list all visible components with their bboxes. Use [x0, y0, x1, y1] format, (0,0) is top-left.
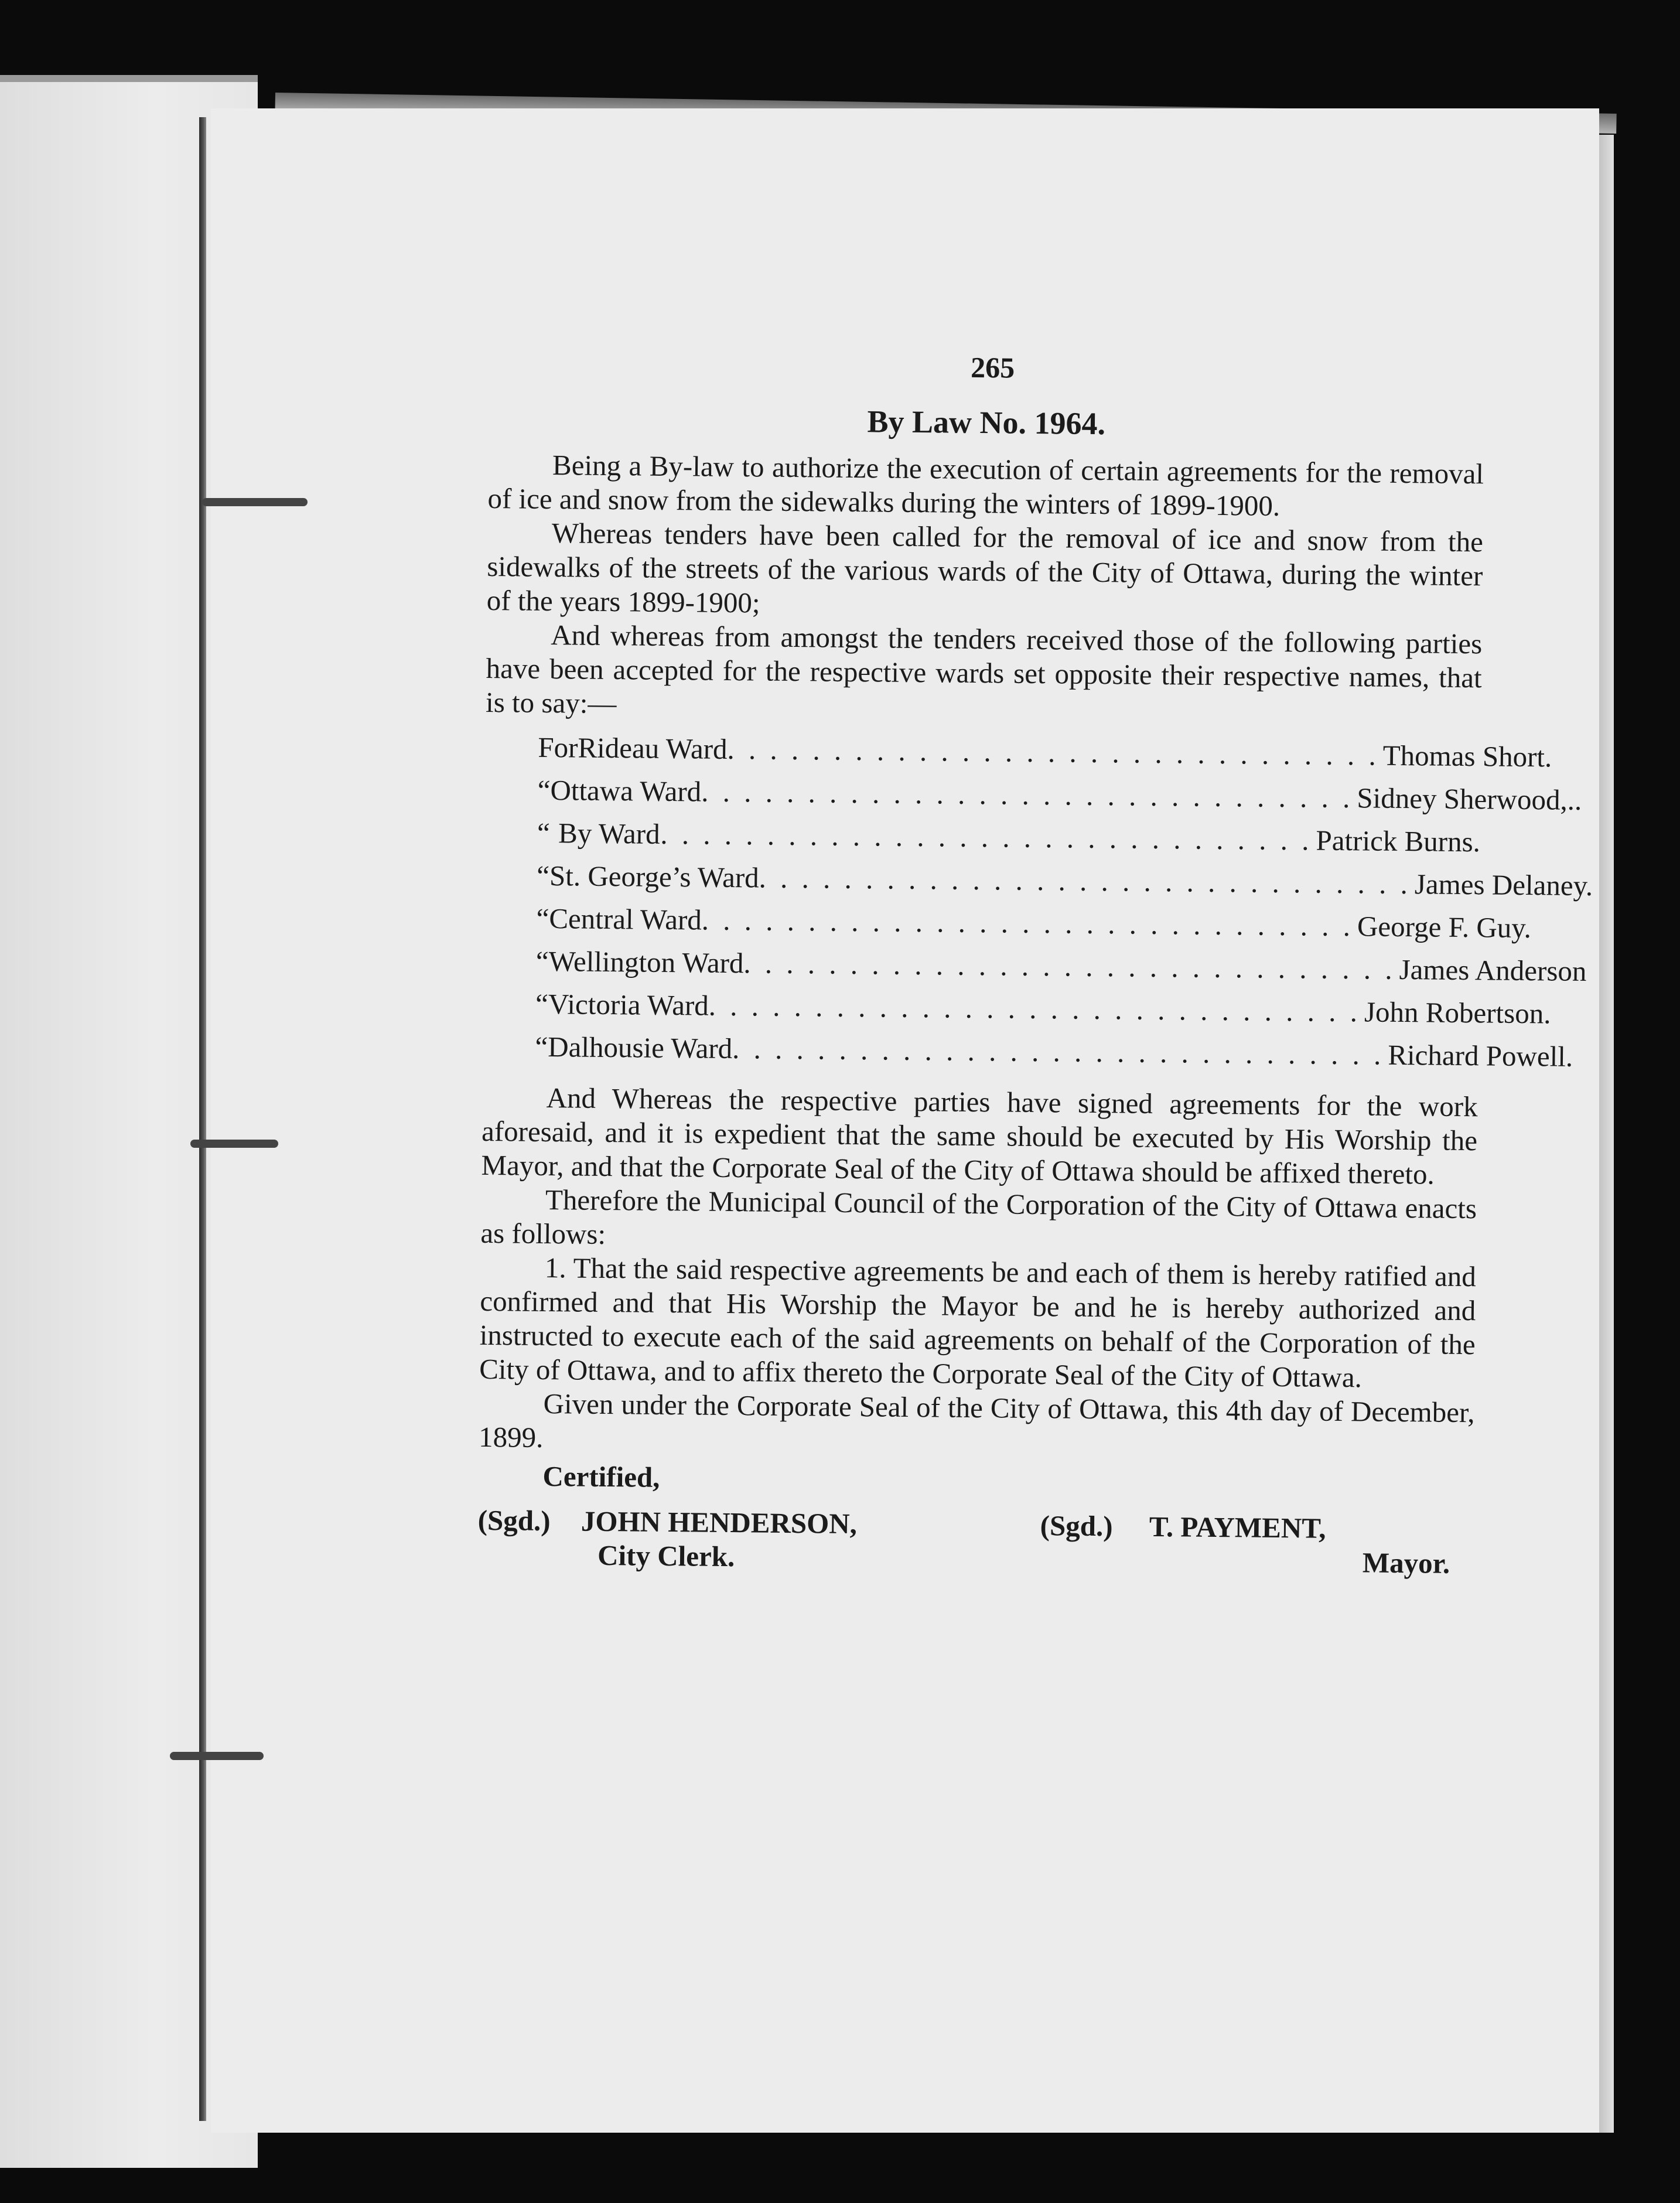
- binding-stitch: [190, 1140, 278, 1148]
- given-paragraph: Given under the Corporate Seal of the City of Ottawa, this 4th day of December, 1899.: [478, 1387, 1475, 1454]
- ward-name: Rideau Ward: [578, 731, 728, 765]
- ward-prefix: For: [538, 731, 578, 764]
- enactment-paragraph: Therefore the Municipal Council of the Corporation of the City of Ottawa enacts as follows:: [480, 1183, 1477, 1250]
- bylaw-title: By Law No. 1964.: [867, 404, 1106, 442]
- ward-contractor: John Robertson.: [1364, 995, 1551, 1030]
- book-binding: [199, 117, 206, 2121]
- ward-contractor: Richard Powell.: [1388, 1038, 1573, 1073]
- dot-leader: . . . . . . . . . . . . . . . . . . . . . . . . . . . . . . .: [701, 775, 1354, 814]
- ward-contractor: Patrick Burns.: [1316, 824, 1481, 858]
- page-content: [477, 346, 1593, 1601]
- signed-marker: (Sgd.): [1040, 1509, 1113, 1543]
- dot-leader: . . . . . . . . . . . . . . . . . . . . . . . . . . . . . . .: [727, 732, 1380, 772]
- ward-row: [482, 1029, 1573, 1082]
- dot-leader: . . . . . . . . . . . . . . . . . . . . . . . . . . . . . . .: [660, 817, 1313, 857]
- dot-leader: . . . . . . . . . . . . . . . . . . . . . . . . . . . . . . .: [743, 947, 1396, 985]
- binding-stitch: [202, 498, 308, 506]
- clause-1-paragraph: 1. That the said respective agreements be and each of them is hereby ratified and confirmed and that His Worship the Mayor be and he is hereby authorized and instructed to execute each of the said agreements on behalf of the Corporation of the City of Ottawa, and to affix thereto the Corporate Seal of the City of Ottawa.: [479, 1251, 1477, 1394]
- ward-prefix: “: [535, 944, 549, 978]
- ward-name: Wellington Ward: [548, 945, 744, 980]
- whereas-paragraph-2: And whereas from amongst the tenders received those of the following parties have been accepted for the respective wards set opposite their respective names, that is to say:—: [485, 619, 1483, 720]
- ward-contractor: James Delaney.: [1414, 868, 1593, 902]
- dot-leader: . . . . . . . . . . . . . . . . . . . . . . . . . . . . . . .: [708, 989, 1361, 1028]
- ward-prefix: “: [537, 773, 551, 807]
- page-number: 265: [970, 350, 1015, 384]
- ward-prefix: “: [536, 902, 549, 935]
- clerk-signature: [477, 1503, 857, 1575]
- preamble-paragraph: Being a By-law to authorize the execution of certain agreements for the removal of ice and snow from the sidewalks during the winters of 1899-1900.: [487, 449, 1484, 522]
- signature-block: [477, 1503, 1474, 1601]
- ward-contractor: James Anderson: [1399, 953, 1587, 988]
- dot-leader: . . . . . . . . . . . . . . . . . . . . . . . . . . . . . . .: [759, 861, 1412, 901]
- ward-name: Victoria Ward: [548, 988, 709, 1022]
- ward-prefix: “: [537, 816, 551, 850]
- ward-prefix: “: [537, 859, 550, 892]
- clerk-name: JOHN HENDERSON,: [581, 1505, 858, 1540]
- ward-name: Dalhousie Ward: [548, 1031, 733, 1065]
- whereas-paragraph-1: Whereas tenders have been called for the removal of ice and snow from the sidewalks of the streets of the various wards of the City of Ottawa, during the winter of the years 1899-1900;: [486, 517, 1484, 619]
- signed-marker: (Sgd.): [477, 1503, 551, 1537]
- ward-contractor: Sidney Sherwood,..: [1357, 782, 1582, 816]
- mayor-signature: [1040, 1509, 1474, 1581]
- dot-leader: . . . . . . . . . . . . . . . . . . . . . . . . . . . . . . .: [701, 903, 1354, 943]
- dot-leader: . . . . . . . . . . . . . . . . . . . . . . . . . . . . . . .: [732, 1032, 1385, 1071]
- clerk-title: City Clerk.: [597, 1539, 735, 1573]
- ward-name: By Ward: [558, 817, 660, 850]
- ward-list: [482, 730, 1593, 1082]
- ward-prefix: “: [535, 987, 549, 1021]
- ward-name: Central Ward: [549, 902, 702, 936]
- certified-label: Certified,: [542, 1459, 660, 1493]
- document-page: [211, 108, 1599, 2133]
- ward-contractor: Thomas Short.: [1382, 739, 1552, 773]
- ward-contractor: George F. Guy.: [1357, 910, 1532, 944]
- ward-prefix: “: [535, 1030, 548, 1063]
- mayor-name: T. PAYMENT,: [1149, 1510, 1326, 1544]
- binding-stitch: [170, 1752, 264, 1760]
- ward-name: St. George’s Ward: [549, 860, 759, 894]
- mayor-title: Mayor.: [1362, 1546, 1450, 1580]
- ward-name: Ottawa Ward: [550, 774, 702, 808]
- whereas-paragraph-3: And Whereas the respective parties have signed agreements for the work aforesaid, and it is expedient that the same should be executed by His Worship the Mayor, and that the Corporate Seal of the City of Ottawa should be affixed thereto.: [481, 1081, 1478, 1191]
